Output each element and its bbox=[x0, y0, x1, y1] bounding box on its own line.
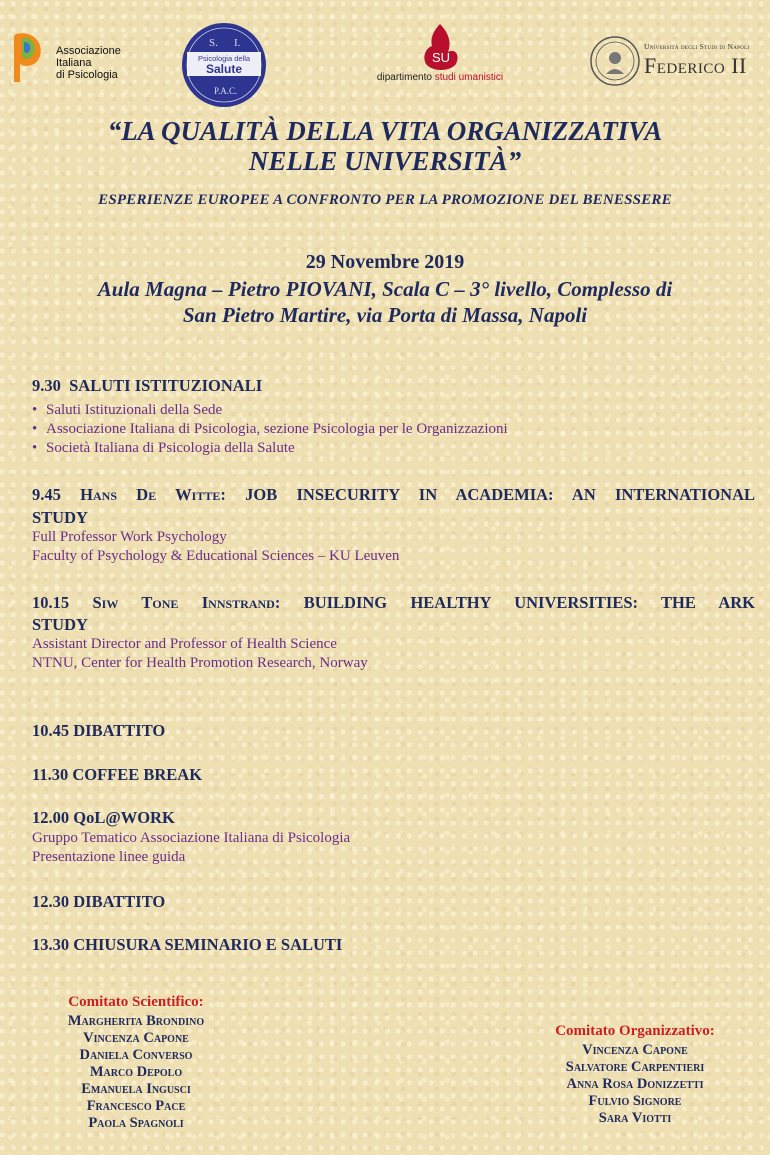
sips-seal-icon bbox=[181, 22, 267, 108]
committee-member: Salvatore Carpentieri bbox=[565, 1059, 705, 1075]
committee-member: Sara Viotti bbox=[598, 1110, 672, 1126]
venue-line-1: Aula Magna – Pietro PIOVANI, Scala C – 3° livello, Complesso di bbox=[97, 277, 673, 301]
event-date: 29 Novembre 2019 bbox=[305, 251, 465, 273]
session-1-item: • Saluti Istituzionali della Sede bbox=[32, 402, 222, 419]
session-3-detail: NTNU, Center for Health Promotion Research, Norway bbox=[32, 655, 368, 671]
session-6-heading: 12.00 QoL@WORK bbox=[32, 808, 175, 827]
session-3-detail: Assistant Director and Professor of Health Science bbox=[32, 636, 337, 652]
unina-line1: Università degli Studi di Napoli bbox=[644, 42, 750, 51]
committee-member: Francesco Pace bbox=[86, 1098, 186, 1114]
session-2-heading: 9.45 Hans De Witte: JOB INSECURITY IN ACADEMIA: AN INTERNATIONAL bbox=[32, 485, 755, 504]
unina-seal-icon bbox=[590, 36, 640, 86]
aip-logo-text: Associazione Italiana di Psicologia bbox=[56, 45, 121, 81]
committee-member: Margherita Brondino bbox=[67, 1013, 205, 1029]
session-7-heading: 12.30 DIBATTITO bbox=[32, 892, 166, 911]
aip-logo bbox=[10, 28, 130, 84]
unina-logo bbox=[590, 34, 765, 88]
su-logo bbox=[360, 22, 520, 86]
venue-line-2: San Pietro Martire, via Porta di Massa, Napoli bbox=[182, 303, 588, 327]
svg-text:P.A.C.: P.A.C. bbox=[214, 86, 238, 96]
su-flame-icon bbox=[360, 22, 520, 72]
session-1-heading: 9.30 SALUTI ISTITUZIONALI bbox=[32, 376, 263, 395]
session-1-item: • Associazione Italiana di Psicologia, sezione Psicologia per le Organizzazioni bbox=[32, 421, 508, 438]
scientific-committee-heading: Comitato Scientifico: bbox=[68, 994, 204, 1010]
session-2-heading-cont: STUDY bbox=[32, 508, 88, 527]
committee-member: Daniela Converso bbox=[79, 1047, 193, 1063]
session-6-detail: Gruppo Tematico Associazione Italiana di Psicologia bbox=[32, 830, 351, 846]
committee-member: Paola Spagnoli bbox=[88, 1115, 184, 1131]
committee-member: Vincenza Capone bbox=[83, 1030, 189, 1046]
session-8-heading: 13.30 CHIUSURA SEMINARIO E SALUTI bbox=[32, 935, 343, 954]
unina-line2: Federico II bbox=[644, 53, 747, 78]
committee-member: Emanuela Ingusci bbox=[81, 1081, 191, 1097]
aip-mark-icon bbox=[10, 28, 50, 84]
svg-text:I.: I. bbox=[234, 37, 241, 49]
committee-member: Vincenza Capone bbox=[582, 1042, 688, 1058]
session-2-detail: Faculty of Psychology & Educational Sciences – KU Leuven bbox=[32, 548, 400, 564]
su-logo-text: dipartimento studi umanistici bbox=[376, 72, 504, 83]
title-line-2: NELLE UNIVERSITÀ” bbox=[248, 146, 522, 176]
sips-logo bbox=[181, 22, 267, 108]
title-line-1: “LA QUALITÀ DELLA VITA ORGANIZZATIVA bbox=[107, 116, 663, 146]
session-1-item: • Società Italiana di Psicologia della Salute bbox=[32, 440, 295, 457]
organizing-committee bbox=[525, 1023, 745, 1127]
su-abbr: SU bbox=[431, 50, 451, 65]
svg-text:S.: S. bbox=[209, 37, 218, 49]
organizing-committee-heading: Comitato Organizzativo: bbox=[555, 1023, 715, 1039]
scientific-committee bbox=[36, 994, 236, 1132]
session-3-heading: 10.15 Siw Tone Innstrand: BUILDING HEALTHY UNIVERSITIES: THE ARK bbox=[32, 593, 756, 612]
session-4-heading: 10.45 DIBATTITO bbox=[32, 721, 166, 740]
committee-member: Anna Rosa Donizzetti bbox=[566, 1076, 704, 1092]
session-3-heading-cont: STUDY bbox=[32, 615, 88, 634]
svg-text:Psicologia della: Psicologia della bbox=[197, 54, 251, 63]
subtitle: ESPERIENZE EUROPEE A CONFRONTO PER LA PROMOZIONE DEL BENESSERE bbox=[98, 192, 672, 208]
svg-text:Salute: Salute bbox=[205, 62, 243, 76]
session-6-detail: Presentazione linee guida bbox=[32, 849, 186, 865]
committee-member: Marco Depolo bbox=[89, 1064, 183, 1080]
session-5-heading: 11.30 COFFEE BREAK bbox=[32, 765, 203, 784]
session-2-detail: Full Professor Work Psychology bbox=[32, 529, 227, 545]
committee-member: Fulvio Signore bbox=[588, 1093, 682, 1109]
